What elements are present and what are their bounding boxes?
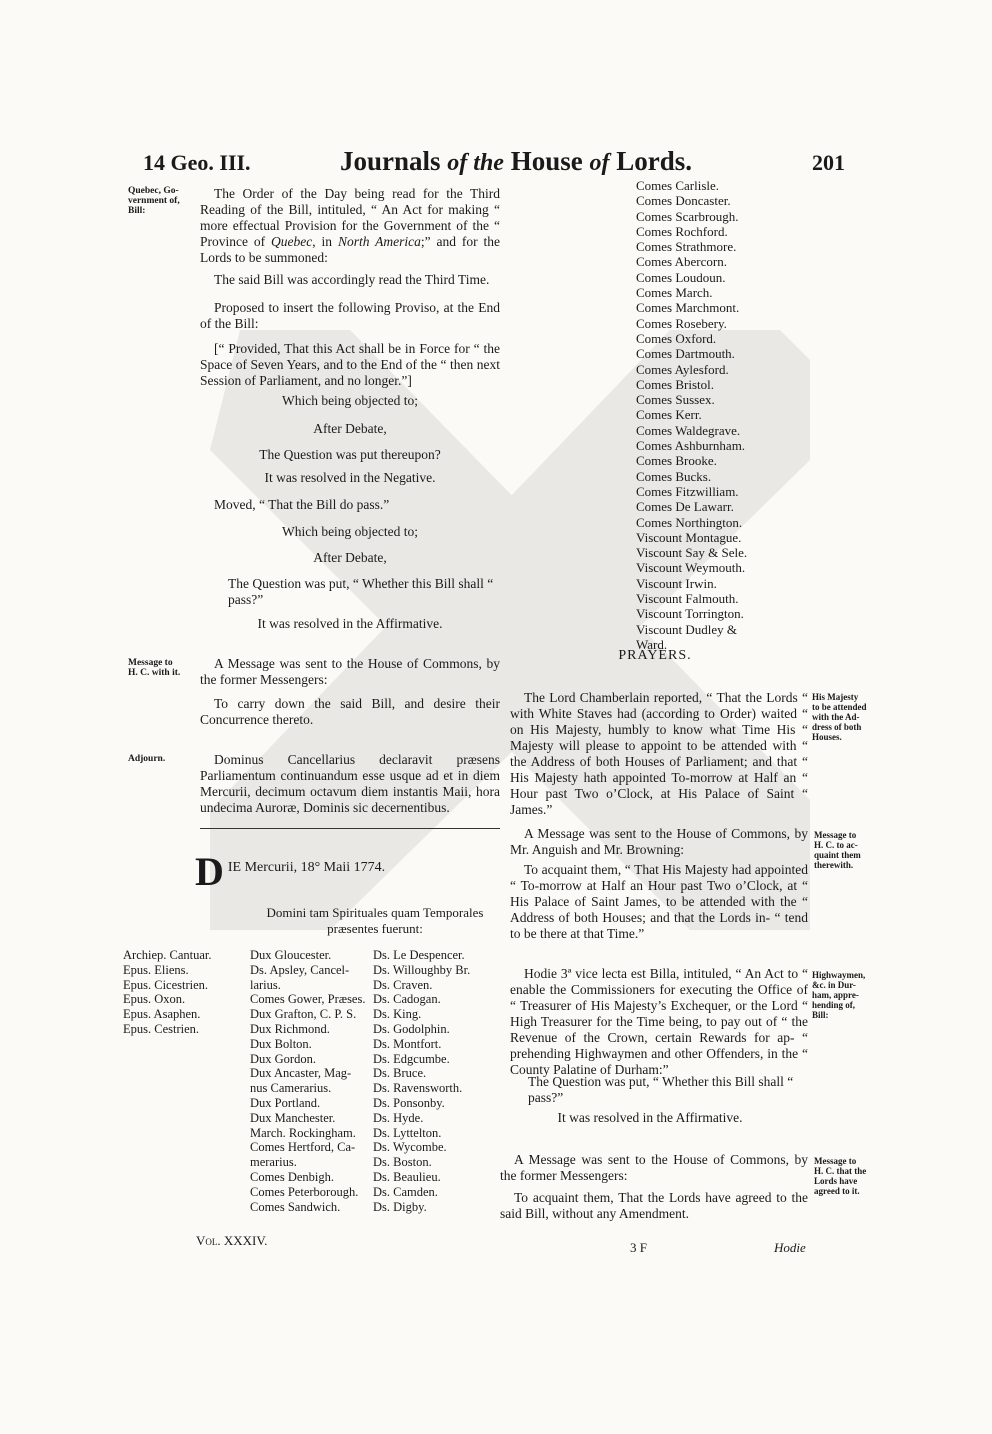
prayers-heading: PRAYERS. (618, 648, 692, 663)
margin-line: H. C. that the (814, 1166, 867, 1176)
lord-entry: Comes Sandwich. (250, 1199, 341, 1214)
margin-line: agreed to it. (814, 1186, 860, 1196)
lord-entry: Ds. Ponsonby. (373, 1095, 445, 1110)
margin-line: Bill: (812, 1010, 829, 1020)
order-of-day-paragraph: The Order of the Day being read for the Third Reading of the Bill, intituled, “ An Act for making “ more effectual Provision for the Government of the “ Province of Quebec, in North America;” and for the Lords to be summoned: (200, 186, 501, 265)
lord-entry: Comes Loudoun. (636, 269, 726, 285)
highwaymen-bill: Hodie 3ª vice lecta est Billa, intituled, “ An Act to “ enable the Commissioners for executing the Office of “ Treasurer of His Majesty’s Exchequer, or the Lord “ High Treasurer for the Time being, to pay out of “ the Revenue of the Crown, certain Rewards for ap- “ prehending Highwaymen and other Offenders, in the “ County Palatine of Durham:” (510, 966, 808, 1077)
lord-entry: Ds. Edgcumbe. (373, 1051, 450, 1066)
lord-entry: Comes Bucks. (636, 468, 712, 484)
margin-line: &c. in Dur- (812, 980, 856, 990)
lord-entry: Comes Northington. (636, 514, 743, 530)
lord-entry: Comes Sussex. (636, 392, 715, 408)
margin-note-message-2 (814, 830, 861, 870)
lord-entry: Comes Ashburnham. (636, 438, 746, 454)
lord-entry: Dux Grafton, C. P. S. (250, 1007, 357, 1022)
proposed-proviso: Proposed to insert the following Proviso, at the End of the Bill: (200, 300, 500, 331)
margin-note-quebec (128, 186, 180, 216)
lord-entry: Ds. Le Despencer. (373, 948, 465, 962)
lord-entry: merarius. (250, 1155, 297, 1170)
question-put-1: The Question was put thereupon? (259, 447, 441, 462)
question-put-3: The Question was put, “ Whether this Bill shall “ pass?” (528, 1074, 794, 1105)
lord-entry: Ds. Camden. (373, 1184, 438, 1199)
lord-entry: Comes Brooke. (636, 453, 717, 469)
lords-agreed: To acquaint them, That the Lords have agreed to the said Bill, without any Amendment. (500, 1190, 808, 1221)
margin-line: Message to (814, 830, 857, 840)
margin-line: with the Ad- (812, 712, 860, 722)
lord-entry: Viscount Falmouth. (636, 591, 739, 607)
resolved-negative: It was resolved in the Negative. (264, 470, 436, 485)
date-text: IE Mercurii, 18° Maii 1774. (227, 860, 386, 875)
lord-entry: nus Camerarius. (250, 1081, 332, 1096)
lord-entry: Ward. (636, 636, 668, 652)
lord-entry: Dux Portland. (250, 1095, 321, 1110)
page-number: 201 (812, 150, 845, 175)
lord-entry: March. Rockingham. (250, 1125, 356, 1140)
lord-entry: Ds. Boston. (373, 1155, 432, 1170)
lord-entry: Ds. Bruce. (373, 1066, 427, 1081)
lord-entry: Ds. Ravensworth. (373, 1081, 463, 1096)
lord-entry: Comes Hertford, Ca- (250, 1140, 356, 1155)
catchword: Hodie (774, 1240, 806, 1255)
title-of: of (589, 150, 610, 176)
message-commons-1: A Message was sent to the House of Commons, by the former Messengers: (200, 656, 500, 687)
adjournment-latin: Dominus Cancellarius declaravit præsens Parliamentum continuandum esse usque ad et in diem Mercurii, decimum octavum diem instantis Maii, hora undecima Auroræ, Dominis sic decernentibus. (200, 752, 500, 815)
lord-entry: Viscount Torrington. (636, 606, 744, 622)
margin-line: hending of, (812, 1000, 856, 1010)
margin-note-message-3 (814, 1156, 866, 1196)
moved-pass: Moved, “ That the Bill do pass.” (214, 497, 390, 512)
bill-read-third-time: The said Bill was accordingly read the Third Time. (214, 272, 490, 287)
margin-line: His Majesty (812, 692, 859, 702)
lord-entry: Ds. Digby. (373, 1199, 427, 1214)
lord-entry: Comes March. (636, 285, 713, 301)
lord-entry: Viscount Montague. (636, 529, 742, 545)
lord-entry: Comes De Lawarr. (636, 499, 734, 515)
lord-entry: Ds. Wycombe. (373, 1140, 447, 1155)
resolved-affirmative-2: It was resolved in the Affirmative. (557, 1110, 743, 1125)
lord-entry: Viscount Dudley & (636, 621, 738, 637)
lord-entry: Ds. Godolphin. (373, 1021, 450, 1036)
lord-entry: Epus. Oxon. (123, 992, 186, 1007)
lord-entry: Dux Richmond. (250, 1021, 330, 1036)
lord-entry: Comes Waldegrave. (636, 422, 741, 438)
lord-entry: larius. (250, 977, 281, 992)
margin-note-his-majesty (812, 692, 867, 742)
objected-2: Which being objected to; (281, 524, 419, 539)
margin-line: to be attended (812, 702, 867, 712)
domini-present: Domini tam Spirituales quam Temporales præsentes fuerunt: (266, 905, 484, 936)
after-debate-2: After Debate, (313, 550, 387, 565)
lord-entry: Epus. Eliens. (123, 962, 189, 977)
lord-entry: Comes Bristol. (636, 376, 715, 392)
after-debate-1: After Debate, (313, 421, 387, 436)
lord-entry: Viscount Irwin. (636, 575, 717, 591)
margin-line: vernment of, (128, 196, 180, 206)
lord-entry: Comes Strathmore. (636, 239, 737, 255)
margin-note-highwaymen (812, 970, 865, 1020)
question-put-2: The Question was put, “ Whether this Bill shall “ pass?” (228, 576, 494, 607)
margin-line: dress of both (812, 722, 862, 732)
lord-entry: Comes Peterborough. (250, 1184, 359, 1199)
lords-list-bishops (123, 948, 212, 1037)
lord-entry: Dux Ancaster, Mag- (250, 1066, 352, 1081)
lord-entry: Dux Bolton. (250, 1036, 312, 1051)
date-heading (195, 849, 505, 894)
lord-entry: Comes Abercorn. (636, 254, 727, 270)
margin-line: Highwaymen, (812, 970, 866, 980)
lord-entry: Comes Oxford. (636, 330, 717, 346)
drop-cap: D (195, 849, 224, 894)
lord-entry: Ds. Montfort. (373, 1036, 442, 1051)
margin-note-adjourn: Adjourn. (128, 754, 166, 764)
lord-entry: Dux Manchester. (250, 1110, 336, 1125)
lord-entry: Comes Gower, Præses. (250, 992, 366, 1007)
margin-line: Houses. (812, 732, 842, 742)
lord-entry: Archiep. Cantuar. (123, 948, 212, 962)
lord-entry: Comes Aylesford. (636, 361, 729, 377)
margin-line: Message to (128, 658, 173, 668)
carry-down-bill: To carry down the said Bill, and desire their Concurrence thereto. (200, 696, 500, 727)
lord-entry: Ds. Lyttelton. (373, 1125, 442, 1140)
lord-entry: Comes Fitzwilliam. (636, 483, 739, 499)
lords-list-earls-viscounts (636, 178, 747, 652)
margin-line: therewith. (814, 860, 854, 870)
lord-entry: Dux Gloucester. (250, 948, 332, 962)
proviso-text: [“ Provided, That this Act shall be in Force for “ the Space of Seven Years, and to the End of the “ then next Session of Parliament, and no longer.”] (200, 341, 500, 388)
lord-entry: Viscount Weymouth. (636, 560, 746, 576)
lord-chamberlain-report: The Lord Chamberlain reported, “ That the Lords “ with White Staves had (according to Order) waited “ on His Majesty, humbly to know what Time His “ Majesty will please to appoint to be attended with “ the Address of both Houses of Parliament; and that “ His Majesty hath appointed To-morrow at Half an “ Hour past Two o’Clock, at His Palace of Saint “ James.” (510, 690, 808, 817)
running-head-title (340, 146, 692, 177)
lord-entry: Comes Doncaster. (636, 193, 731, 209)
lord-entry: Ds. Beaulieu. (373, 1169, 441, 1184)
lord-entry: Ds. King. (373, 1007, 422, 1022)
lord-entry: Ds. Hyde. (373, 1110, 424, 1125)
message-commons-3: A Message was sent to the House of Commons, by the former Messengers: (500, 1152, 808, 1183)
lord-entry: Epus. Asaphen. (123, 1007, 201, 1022)
lord-entry: Comes Denbigh. (250, 1169, 335, 1184)
section-rule (200, 828, 500, 829)
lord-entry: Dux Gordon. (250, 1051, 316, 1066)
resolved-affirmative-1: It was resolved in the Affirmative. (257, 616, 443, 631)
lord-entry: Ds. Cadogan. (373, 992, 441, 1007)
lords-list-barons (373, 948, 470, 1214)
title-lords: Lords. (616, 146, 692, 176)
margin-line: quaint them (814, 850, 861, 860)
margin-line: H. C. to ac- (814, 840, 858, 850)
margin-line: Lords have (814, 1176, 858, 1186)
margin-note-message-1 (128, 658, 180, 678)
lords-list-dukes-earls (250, 948, 365, 1214)
title-house: House (510, 146, 583, 176)
lord-entry: Epus. Cicestrien. (123, 977, 209, 992)
objected-1: Which being objected to; (281, 393, 419, 408)
acquaint-appointment: To acquaint them, “ That His Majesty had appointed “ To-morrow at Half an Hour past Two o’Clock, at “ His Palace of Saint James, to be attended with the “ Address of both Houses; and that the Lords in- “ tend to be there at that Time.” (510, 862, 808, 941)
lord-entry: Comes Dartmouth. (636, 346, 735, 362)
margin-line: Bill: (128, 206, 146, 216)
lord-entry: Ds. Willoughby Br. (373, 962, 471, 977)
lord-entry: Comes Kerr. (636, 407, 702, 423)
title-of-the: of the (447, 150, 504, 176)
lord-entry: Comes Marchmont. (636, 300, 740, 316)
lord-entry: Viscount Say & Sele. (636, 545, 748, 561)
margin-line: H. C. with it. (128, 668, 181, 678)
signature-mark: 3 F (630, 1240, 647, 1255)
lord-entry: Comes Rosebery. (636, 315, 727, 331)
margin-line: Quebec, Go- (128, 186, 179, 196)
running-head-regnal-year: 14 Geo. III. (143, 150, 251, 175)
lord-entry: Comes Rochford. (636, 223, 728, 239)
lord-entry: Ds. Apsley, Cancel- (250, 962, 350, 977)
lord-entry: Comes Carlisle. (636, 178, 720, 193)
lord-entry: Comes Scarbrough. (636, 208, 739, 224)
lord-entry: Ds. Craven. (373, 977, 433, 992)
margin-line: ham, appre- (812, 990, 859, 1000)
volume-number: Vol. XXXIV. (196, 1233, 268, 1248)
margin-line: Message to (814, 1156, 857, 1166)
lord-entry: Epus. Cestrien. (123, 1021, 200, 1036)
title-journals: Journals (340, 146, 441, 176)
message-commons-2: A Message was sent to the House of Commons, by Mr. Anguish and Mr. Browning: (510, 826, 808, 857)
